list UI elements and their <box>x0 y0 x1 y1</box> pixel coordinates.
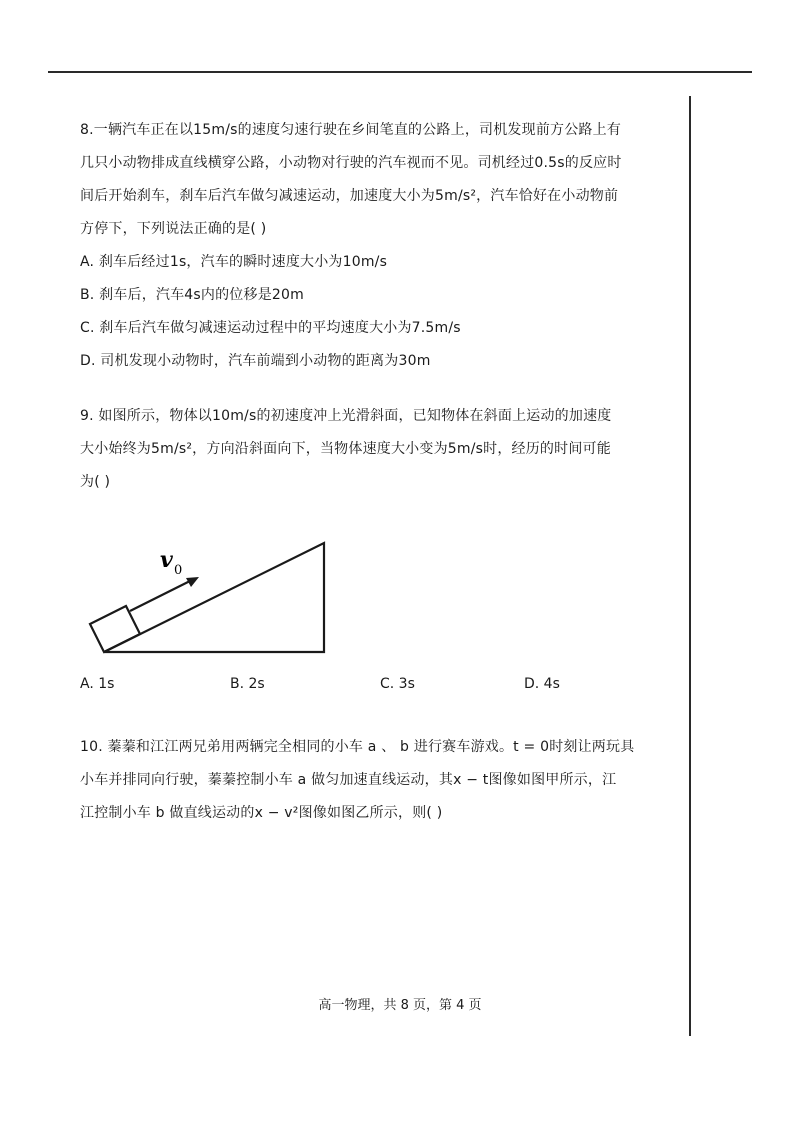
q9-choices <box>80 669 670 699</box>
velocity-arrow <box>130 579 194 611</box>
velocity-label-subscript: 0 <box>174 563 183 578</box>
q8-option-a: A. 刹车后经过1s，汽车的瞬时速度大小为10m/s <box>80 254 388 270</box>
q9-stem-line: 为( ) <box>80 474 111 490</box>
q8-option-c: C. 刹车后汽车做匀减速运动过程中的平均速度大小为7.5m/s <box>80 320 461 336</box>
velocity-label: v <box>160 547 173 573</box>
q8-stem-line: 8.一辆汽车正在以15m/s的速度匀速行驶在乡间笔直的公路上，司机发现前方公路上有 <box>80 122 622 138</box>
question-9 <box>80 400 670 699</box>
question-10 <box>80 731 670 830</box>
page-footer: 高一物理，共 8 页，第 4 页 <box>318 998 482 1013</box>
q9-stem-line: 大小始终为5m/s²，方向沿斜面向下，当物体速度大小变为5m/s时，经历的时间可能 <box>80 441 611 457</box>
top-divider <box>48 71 752 73</box>
incline-figure <box>80 507 340 667</box>
block-on-slope <box>90 606 140 652</box>
q8-stem-line: 间后开始刹车，刹车后汽车做匀减速运动，加速度大小为5m/s²，汽车恰好在小动物前 <box>80 188 619 204</box>
q8-stem-line: 方停下，下列说法正确的是( ) <box>80 221 267 237</box>
q9-stem-line: 9. 如图所示，物体以10m/s的初速度冲上光滑斜面，已知物体在斜面上运动的加速度 <box>80 408 612 424</box>
q9-choice-c: C. 3s <box>380 676 415 692</box>
q10-stem-line: 10. 蓁蓁和江江两兄弟用两辆完全相同的小车 a 、 b 进行赛车游戏。t = 0时刻让两玩具 <box>80 739 635 755</box>
q8-option-d: D. 司机发现小动物时，汽车前端到小动物的距离为30m <box>80 353 431 369</box>
q8-option-b: B. 刹车后，汽车4s内的位移是20m <box>80 287 304 303</box>
margin-divider <box>689 96 691 1036</box>
question-8 <box>80 114 670 378</box>
q9-choice-b: B. 2s <box>230 676 265 692</box>
q10-stem-line: 江控制小车 b 做直线运动的x − v²图像如图乙所示，则( ) <box>80 805 443 821</box>
q8-stem-line: 几只小动物排成直线横穿公路，小动物对行驶的汽车视而不见。司机经过0.5s的反应时 <box>80 155 622 171</box>
incline-diagram <box>80 507 340 667</box>
q9-choice-a: A. 1s <box>80 676 115 692</box>
page-content <box>80 114 670 830</box>
q10-stem-line: 小车并排同向行驶，蓁蓁控制小车 a 做匀加速直线运动，其x − t图像如图甲所示，江 <box>80 772 617 788</box>
q9-choice-d: D. 4s <box>524 676 560 692</box>
